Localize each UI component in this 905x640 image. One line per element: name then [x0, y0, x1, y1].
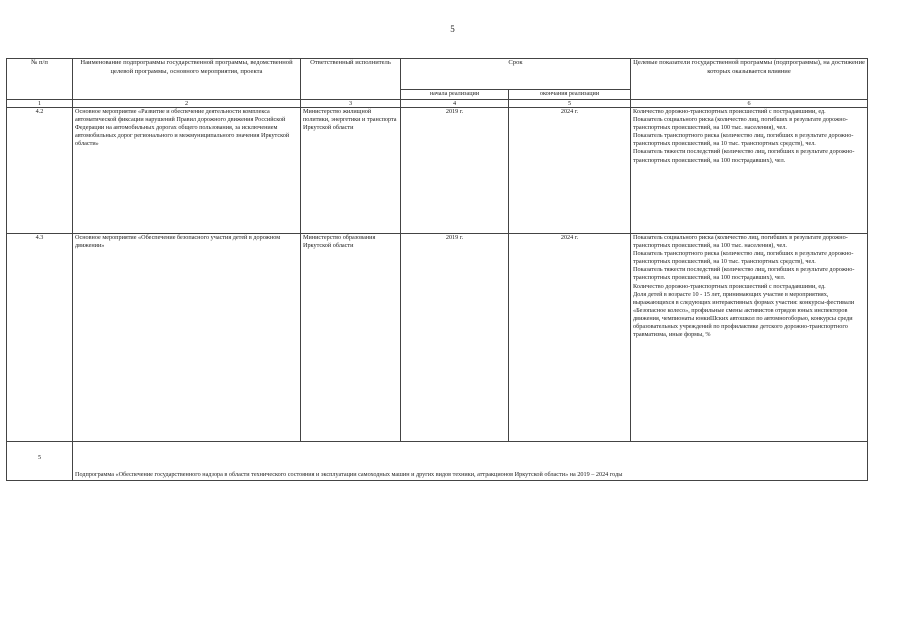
row-executor: Министерство образования Иркутской области — [301, 234, 401, 442]
row-name: Основное мероприятие «Обеспечение безопасного участия детей в дорожном движении» — [73, 234, 301, 442]
col-number: 2 — [73, 100, 301, 108]
column-numbers-row — [7, 100, 868, 108]
indicator-item: Показатель тяжести последствий (количество лиц, погибших в результате дорожно-транспортных происшествий, на 100 пострадавших), чел. — [633, 148, 855, 164]
header-executor: Ответственный исполнитель — [301, 59, 401, 100]
indicator-item: Показатель социального риска (количество лиц, погибших в результате дорожно-транспортных происшествий, на 100 тыс. населения), чел. — [633, 116, 848, 132]
indicator-item: Количество дорожно-транспортных происшествий с пострадавшими, ед. — [633, 282, 826, 290]
table-row — [7, 108, 868, 234]
row-end: 2024 г. — [509, 108, 631, 234]
row-number: 4.3 — [7, 234, 73, 442]
indicator-item: Показатель тяжести последствий (количество лиц, погибших в результате дорожно-транспортных происшествий, на 100 пострадавших), чел. — [633, 266, 855, 282]
section-title-cell — [73, 442, 868, 481]
header-start: начала реализации — [401, 90, 509, 100]
section-title: Подпрограмма «Обеспечение государственного надзора в области технического состояния и эксплуатации самоходных машин и других видов техники, аттракционов Иркутской области» на 2019 – 2024 годы — [75, 470, 623, 478]
indicator-item: Доля детей в возрасте 10 - 15 лет, принимающих участие в мероприятиях, выражающихся в следующих интерактивных формах участия: конкурсы-фестивали «Безопасное колесо», профильные смены активистов отрядов юных инспекторов движения, чемпионаты юнкиШских автошкол по автомногоборью, конкурсы среди образовательных учреждений по профилактике детского дорожно-транспортного травматизма, иные формы, % — [633, 290, 855, 339]
row-indicators — [631, 234, 868, 442]
header-term: Срок — [401, 59, 631, 90]
row-start: 2019 г. — [401, 234, 509, 442]
header-number: № п/п — [7, 59, 73, 100]
row-indicators — [631, 108, 868, 234]
col-number: 6 — [631, 100, 868, 108]
table-header-row — [7, 59, 868, 90]
col-number: 5 — [509, 100, 631, 108]
page-number: 5 — [450, 24, 455, 34]
indicator-item: Количество дорожно-транспортных происшествий с пострадавшими, ед. — [633, 108, 826, 115]
row-executor: Министерство жилищной политики, энергетики и транспорта Иркутской области — [301, 108, 401, 234]
program-table — [6, 58, 868, 481]
header-name: Наименование подпрограммы государственной программы, ведомственной целевой программы, основного мероприятия, проекта — [73, 59, 301, 100]
indicator-item: Показатель транспортного риска (количество лиц, погибших в результате дорожно-транспортных происшествий, на 10 тыс. транспортных средств), чел. — [633, 132, 854, 148]
indicator-item: Показатель транспортного риска (количество лиц, погибших в результате дорожно-транспортных происшествий, на 10 тыс. транспортных средств), чел. — [633, 250, 854, 266]
header-end: окончания реализации — [509, 90, 631, 100]
row-number: 4.2 — [7, 108, 73, 234]
header-indicators: Целевые показатели государственной программы (подпрограммы), на достижение которых оказывается влияние — [631, 59, 868, 100]
row-name: Основное мероприятие «Развитие и обеспечение деятельности комплекса автоматической фиксации нарушений Правил дорожного движения Российской Федерации на автомобильных дорогах общего пользования, за исключением автомобильных дорог регионального и межмуниципального значения Иркутской области» — [73, 108, 301, 234]
col-number: 4 — [401, 100, 509, 108]
indicator-item: Показатель социального риска (количество лиц, погибших в результате дорожно-транспортных происшествий, на 100 тыс. населения), чел. — [633, 234, 848, 250]
row-end: 2024 г. — [509, 234, 631, 442]
row-start: 2019 г. — [401, 108, 509, 234]
col-number: 3 — [301, 100, 401, 108]
table-row — [7, 234, 868, 442]
section-row — [7, 442, 868, 481]
section-number: 5 — [7, 442, 73, 481]
col-number: 1 — [7, 100, 73, 108]
